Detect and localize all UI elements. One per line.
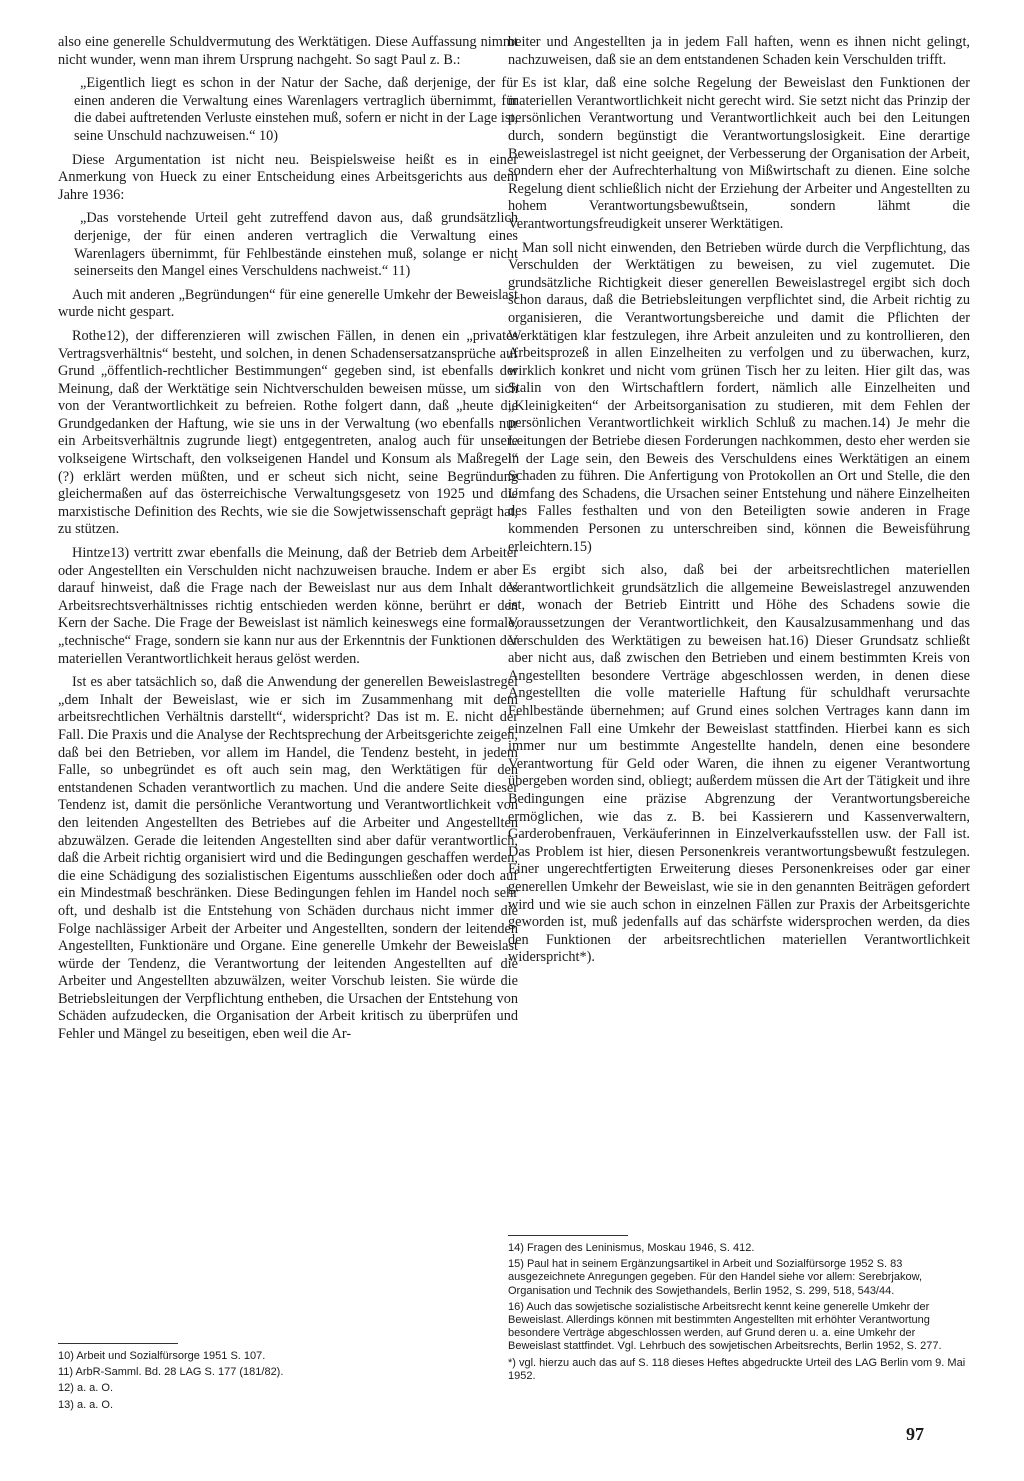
paragraph: Hintze13) vertritt zwar ebenfalls die Meinung, daß der Betrieb dem Arbeiter oder Angestellten ein Verschulden nicht nachzuweisen brauche. Indem er aber darauf hinweist, daß die Frage nach der Beweislast nur aus dem Inhalt des Arbeitsrechtsverhältnisses richtig entschieden werden könne, berührt er den Kern der Sache. Die Frage der Beweislast ist nämlich keineswegs eine formale, „technische“ Frage, sondern sie kann nur aus der Erkenntnis der Funktionen der materiellen Verantwortlichkeit heraus gelöst werden. [58,545,518,667]
footnote: 10) Arbeit und Sozialfürsorge 1951 S. 107. [58,1350,266,1362]
footnote: *) vgl. hierzu auch das auf S. 118 dieses Heftes abgedruckte Urteil des LAG Berlin vom 9. Mai 1952. [508,1356,966,1382]
quotation: „Eigentlich liegt es schon in der Natur der Sache, daß derjenige, der für einen anderen die Verwaltung eines Warenlagers vertraglich übernimmt, für die dabei auftretenden Verluste einstehen muß, sofern er nicht in der Lage ist, seine Unschuld nachzuweisen.“ 10) [74,75,518,144]
footnote: 14) Fragen des Leninismus, Moskau 1946, S. 412. [508,1242,755,1254]
paragraph: Es ist klar, daß eine solche Regelung der Beweislast den Funktionen der materiellen Verantwortlichkeit nicht gerecht wird. Sie setzt nicht das Prinzip der persönlichen Verantwortung und Verantwortlichkeit auch bei den Leitungen durch, sondern begünstigt die Verantwortungslosigkeit. Eine derartige Beweislastregel ist nicht geeignet, der Verbesserung der Organisation der Arbeit, sondern eher der Aufrechterhaltung von Mißwirtschaft zu dienen. Eine solche Regelung dient schließlich nicht der Erziehung der Arbeiter und Angestellten zu hohem Verantwortungsbewußtsein, sondern lähmt die Verantwortungsfreudigkeit unserer Werktätigen. [508,75,970,232]
paragraph: Rothe12), der differenzieren will zwischen Fällen, in denen ein „privates Vertragsverhältnis“ besteht, und solchen, in denen Schadensersatzansprüche auf Grund „öffentlich-rechtlicher Bestimmungen“ gegeben sind, ist ebenfalls der Meinung, daß der Werktätige sein Nichtverschulden beweisen müsse, um sich von der Verantwortlichkeit zu befreien. Rothe folgert dann, daß „heute die Grundgedanken der Haftung, wie sie uns in der Verwaltung (wo ebenfalls nur ein Arbeitsverhältnis zugrunde liegt) entgegentreten, analog auch für unsere volkseigene Wirtschaft, den volkseigenen Handel und Konsum als Maßregel“ (?) erklärt werden müßten, und er scheut sich nicht, seine Begründung gleichermaßen auf das österreichische Verwaltungsgesetz von 1925 und die marxistische Definition des Rechts, wie sie die Sowjetwissenschaft geprägt hat, zu stützen. [58,327,518,538]
paragraph: Ist es aber tatsächlich so, daß die Anwendung der generellen Beweislastregel „dem Inhalt der Beweislast, wie er sich im Zusammenhang mit dem arbeitsrechtlichen Verhältnis darstellt“, widerspricht? Das ist m. E. nicht der Fall. Die Praxis und die Analyse der Rechtsprechung der Arbeitsgerichte zeigen, daß bei den Betrieben, vor allem im Handel, die Tendenz besteht, in jedem Falle, so unbegründet es oft auch sein mag, den Werktätigen für den entstandenen Schaden verantwortlich zu machen. Und die andere Seite dieser Tendenz ist, damit die persönliche Verantwortung und Verantwortlichkeit von den leitenden Angestellten des Betriebes auf die Arbeiter und Angestellten abzuwälzen. Gerade die leitenden Angestellten sind aber dafür verantwortlich, daß die Arbeit richtig organisiert wird und die Bedingungen geschaffen werden, die eine Schädigung des sozialistischen Eigentums ausschließen oder doch auf ein Mindestmaß beschränken. Diese Bedingungen fehlen im Handel noch sehr oft, und deshalb ist die Entstehung von Schäden durchaus nicht immer die Folge nachlässiger Arbeit der Arbeiter und Angestellten, sondern der leitenden Angestellten, Funktionäre und Organe. Eine generelle Umkehr der Beweislast würde der Tendenz, die Verantwortung der leitenden Angestellten auf die Arbeiter und Angestellten abzuwälzen, weiter Vorschub leisten. Sie würde die Betriebsleitungen der Verpflichtung entheben, die Ursachen der Entstehung von Schäden aufzudecken, die Organisation der Arbeit kritisch zu überprüfen und Fehler und Mängel zu beseitigen, eben weil die Ar- [58,674,518,1043]
footnote-rule [508,1235,628,1236]
page-number: 97 [906,1424,924,1444]
quotation: „Das vorstehende Urteil geht zutreffend davon aus, daß grundsätzlich derjenige, der für einen anderen vertraglich die Verwaltung eines Warenlagers übernimmt, für Fehlbestände einstehen muß, solange er nicht seinerseits den Mangel eines Verschuldens nachweist.“ 11) [74,210,518,280]
paragraph: also eine generelle Schuldvermutung des Werktätigen. Diese Auffassung nimmt nicht wunder, wenn man ihrem Ursprung nachgeht. So sagt Paul z. B.: [58,34,518,68]
left-column [58,34,518,1050]
paragraph: Es ergibt sich also, daß bei der arbeitsrechtlichen materiellen Verantwortlichkeit grundsätzlich die allgemeine Beweislastregel anzuwenden ist, wonach der Betrieb Eintritt und Höhe des Schadens sowie die Voraussetzungen der Verantwortlichkeit, den Kausalzusammenhang und das Verschulden des Werktätigen zu beweisen hat.16) Dieser Grundsatz schließt aber nicht aus, daß zwischen den Betrieben und einem bestimmten Kreis von Angestellten besondere Verträge abgeschlossen werden, in denen diese Angestellten die volle materielle Haftung für schuldhaft verursachte Fehlbestände übernehmen; auf Grund eines solchen Vertrages kann dann im einzelnen Fall eine Umkehr der Beweislast stattfinden. Hierbei kann es sich immer nur um bestimmte Angestellte handeln, denen eine besondere Verantwortung für Geld oder Waren, die ihnen zu eigener Verantwortung übergeben worden sind, obliegt; außerdem müssen die Art der Tätigkeit und ihre Bedingungen eine präzise Abgrenzung der Verantwortungsbereiche ermöglichen, wie das z. B. bei Kassierern und Kassenverwaltern, Garderobenfrauen, Verkäuferinnen in Einzelverkaufsstellen usw. der Fall ist. Das Problem ist hier, diesen Personenkreis verantwortungsbewußt festzulegen. Einer ungerechtfertigten Erweiterung dieses Personenkreises oder gar einer generellen Umkehr der Beweislast, wie sie in den genannten Beiträgen gefordert wird und wie sie auch schon in einzelnen Fällen zur Praxis der Arbeitsgerichte geworden ist, muß jedenfalls auf das schärfste widersprochen werden, da dies den Funktionen der arbeitsrechtlichen materiellen Verantwortlichkeit widerspricht*). [508,562,970,966]
footnote: 15) Paul hat in seinem Ergänzungsartikel in Arbeit und Sozialfürsorge 1952 S. 83 ausgezeichnete Anregungen gegeben. Für den Handel siehe vor allem: Serebrjakow, Organisation und Technik des Sowjethandels, Berlin 1952, S. 299, 518, 543/44. [508,1258,922,1297]
footnotes-right [508,1225,970,1386]
footnote: 11) ArbR-Samml. Bd. 28 LAG S. 177 (181/82). [58,1366,284,1379]
footnote: 12) a. a. O. [58,1382,114,1395]
paragraph: beiter und Angestellten ja in jedem Fall haften, wenn es ihnen nicht gelingt, nachzuweisen, daß sie an dem entstandenen Schaden kein Verschulden trifft. [508,34,970,68]
footnote: 13) a. a. O. [58,1398,114,1411]
paragraph: Auch mit anderen „Begründungen“ für eine generelle Umkehr der Beweislast wurde nicht gespart. [58,286,518,321]
paragraph: Diese Argumentation ist nicht neu. Beispielsweise heißt es in einer Anmerkung von Hueck zu einer Entscheidung eines Arbeitsgerichts aus dem Jahre 1936: [58,151,518,203]
paragraph: Man soll nicht einwenden, den Betrieben würde durch die Verpflichtung, das Verschulden der Werktätigen zu beweisen, zu viel zugemutet. Die grundsätzliche Richtigkeit dieser generellen Beweislastregel ergibt sich doch schon daraus, daß die Betriebsleitungen verpflichtet sind, die Arbeit richtig zu organisieren, die Verantwortungsbereiche und damit die Pflichten der Werktätigen klar festzulegen, ihre Arbeit anzuleiten und zu kontrollieren, den Arbeitsprozeß in allen Einzelheiten zu verfolgen und zu überwachen, kurz, wirklich konkret und nicht vom grünen Tisch her zu leiten. Hier gilt das, was Stalin von den Wirtschaftlern fordert, nämlich alle Einzelheiten und „Kleinigkeiten“ der Arbeitsorganisation zu studieren, mit dem Fehlen der persönlichen Verantwortlichkeit wirklich Schluß zu machen.14) Je mehr die Leitungen der Betriebe diesen Forderungen nachkommen, desto eher werden sie in der Lage sein, den Beweis des Verschuldens eines Werktätigen an einem Schaden zu führen. Die Anfertigung von Protokollen an Ort und Stelle, die den Umfang des Schadens, die Ursachen seiner Entstehung und nähere Einzelheiten des Falles festhalten und von den Beteiligten sowie anderen in Frage kommenden Personen zu unterschreiben sind, können die Beweisführung erleichtern.15) [508,239,970,555]
right-column [508,34,970,973]
footnote: 16) Auch das sowjetische sozialistische Arbeitsrecht kennt keine generelle Umkehr der Beweislast. Allerdings können mit bestimmten Angestellten mit erhöhter Verantwortung besondere Verträge abgeschlossen werden, auf Grund deren u. a. eine Umkehr der Beweislast stattfindet. Vgl. Lehrbuch des sowjetischen Arbeitsrechts, Berlin 1952, S. 277. [508,1300,942,1353]
footnotes-left [58,1333,508,1415]
footnote-rule [58,1343,178,1344]
